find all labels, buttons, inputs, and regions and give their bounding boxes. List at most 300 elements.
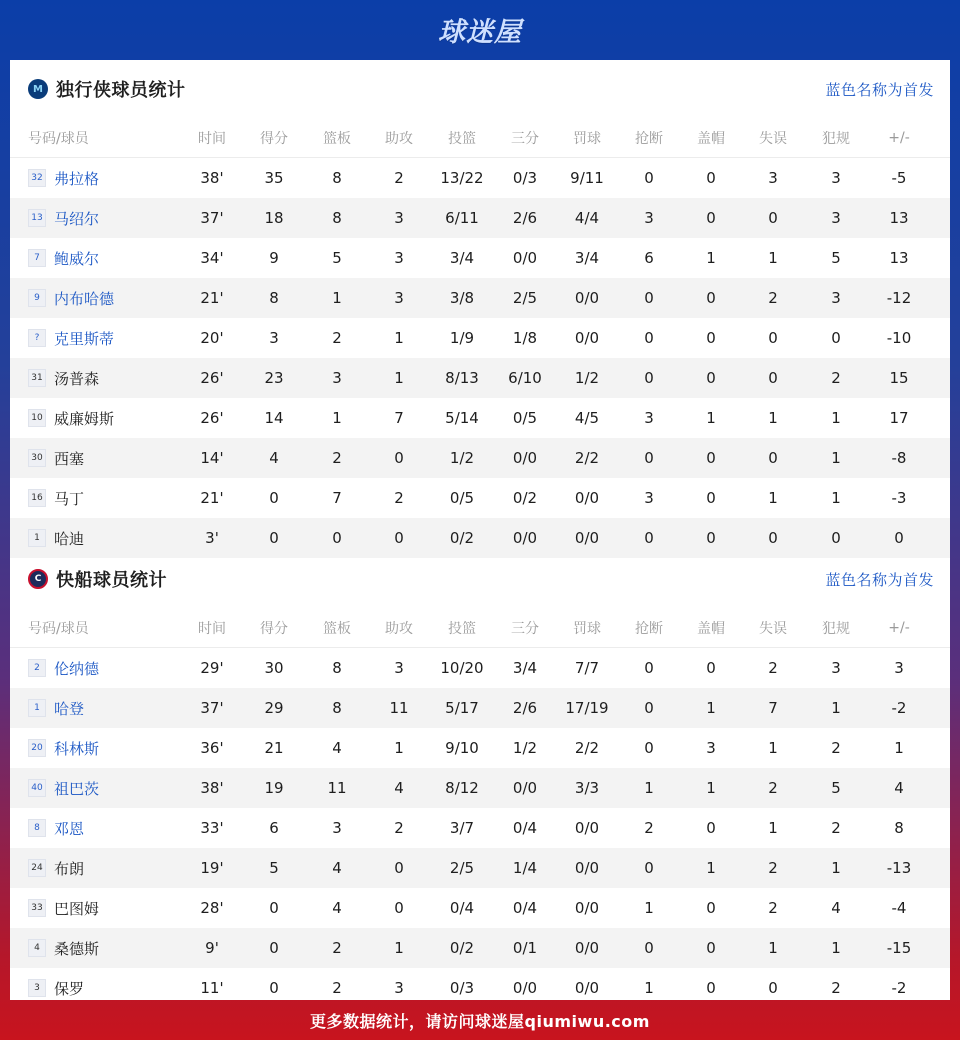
stat-cell: 19: [264, 779, 284, 797]
stat-cell: 2: [768, 779, 778, 797]
stat-cell: 34': [200, 249, 224, 267]
player-name[interactable]: 哈登: [54, 699, 85, 718]
stat-cell: 2: [332, 979, 342, 997]
player-name[interactable]: 桑德斯: [54, 939, 100, 958]
stat-cell: 0/0: [574, 899, 600, 917]
stat-cell: 1: [706, 699, 716, 717]
stat-cell: 1: [706, 249, 716, 267]
table-row[interactable]: [10, 728, 950, 768]
stat-cell: 3': [205, 529, 219, 547]
stat-cell: 4: [332, 739, 342, 757]
stat-cell: 2: [831, 739, 841, 757]
table-row[interactable]: [10, 398, 950, 438]
column-header: 盖帽: [697, 130, 725, 147]
column-header: 三分: [511, 130, 539, 147]
stat-cell: 3: [332, 369, 342, 387]
stat-cell: 0/4: [512, 899, 538, 917]
stat-cell: 1: [644, 979, 654, 997]
player-cell: [10, 978, 182, 999]
stat-cell: 0: [706, 899, 716, 917]
player-cell: [10, 738, 182, 759]
column-header: 罚球: [573, 620, 601, 637]
stat-cell: 1/2: [449, 449, 475, 467]
stat-cell: 3: [831, 289, 841, 307]
stat-cell: 15: [889, 369, 909, 387]
stat-cell: 9': [205, 939, 219, 957]
stat-cell: 1/4: [512, 859, 538, 877]
stat-cell: 0: [768, 979, 778, 997]
player-name[interactable]: 保罗: [54, 979, 85, 998]
player-cell: [10, 288, 182, 309]
stat-cell: 0/0: [574, 979, 600, 997]
team-header: [10, 60, 950, 118]
stat-cell: 8: [269, 289, 279, 307]
table-body: [10, 648, 950, 1008]
stat-cell: 35: [264, 169, 284, 187]
stat-cell: 0/0: [512, 779, 538, 797]
stat-cell: 14: [264, 409, 284, 427]
stat-cell: 0/0: [512, 529, 538, 547]
player-name[interactable]: 哈迪: [54, 529, 85, 548]
stat-cell: 3: [644, 409, 654, 427]
stat-cell: 3: [394, 289, 404, 307]
column-header: 得分: [260, 130, 288, 147]
stat-cell: 3: [831, 169, 841, 187]
player-name[interactable]: 威廉姆斯: [54, 409, 115, 428]
stat-cell: 1: [644, 779, 654, 797]
column-header: 时间: [198, 620, 226, 637]
stat-cell: 0: [706, 289, 716, 307]
stat-cell: 0: [831, 529, 841, 547]
team-title: 快船球员统计: [56, 570, 167, 591]
stat-cell: 21': [200, 289, 224, 307]
stat-cell: 4: [269, 449, 279, 467]
stat-cell: 0: [706, 939, 716, 957]
stat-cell: 3: [394, 209, 404, 227]
table-row[interactable]: [10, 688, 950, 728]
stat-cell: 0/0: [574, 939, 600, 957]
stat-cell: 4: [831, 899, 841, 917]
stat-cell: 0: [644, 859, 654, 877]
stat-cell: 2: [332, 939, 342, 957]
stat-cell: 2/5: [512, 289, 538, 307]
stat-cell: 3/7: [449, 819, 475, 837]
stat-cell: 3/8: [449, 289, 475, 307]
stat-cell: 1: [644, 899, 654, 917]
stat-cell: 3: [894, 659, 904, 677]
clippers-logo-icon: C: [28, 569, 48, 589]
player-cell: [10, 168, 182, 189]
stat-cell: 4: [332, 859, 342, 877]
stat-cell: 1: [768, 249, 778, 267]
stat-cell: 0: [269, 939, 279, 957]
jersey-number: 13: [28, 209, 46, 227]
stat-cell: 0/0: [574, 819, 600, 837]
table-row[interactable]: [10, 198, 950, 238]
column-header: 助攻: [385, 130, 413, 147]
stats-card: [10, 60, 950, 1000]
player-cell: [10, 368, 182, 389]
stat-cell: 3: [831, 209, 841, 227]
stat-cell: 1/8: [512, 329, 538, 347]
stat-cell: 1: [706, 859, 716, 877]
stat-cell: 2: [394, 489, 404, 507]
player-name[interactable]: 布朗: [54, 859, 85, 878]
stat-cell: 1/2: [574, 369, 600, 387]
stat-cell: 1: [394, 939, 404, 957]
table-row[interactable]: [10, 848, 950, 888]
stat-cell: 1: [831, 939, 841, 957]
stat-cell: 20': [200, 329, 224, 347]
stat-cell: 3/4: [574, 249, 600, 267]
stat-cell: 1: [768, 409, 778, 427]
table-row[interactable]: [10, 478, 950, 518]
stat-cell: 0: [706, 979, 716, 997]
stat-cell: 0: [644, 529, 654, 547]
player-cell: [10, 528, 182, 549]
stat-cell: 3: [332, 819, 342, 837]
stat-cell: 5/14: [445, 409, 479, 427]
stat-cell: 0: [706, 819, 716, 837]
stat-cell: 28': [200, 899, 224, 917]
stat-cell: 4: [394, 779, 404, 797]
stat-cell: 7: [332, 489, 342, 507]
stat-cell: 0: [269, 979, 279, 997]
stat-cell: 37': [200, 699, 224, 717]
column-header: 盖帽: [697, 620, 725, 637]
stat-cell: 1: [394, 739, 404, 757]
stat-cell: 0: [332, 529, 342, 547]
stat-cell: 1: [332, 409, 342, 427]
stat-cell: 9: [269, 249, 279, 267]
stat-cell: 2: [394, 819, 404, 837]
team-title: 独行侠球员统计: [56, 80, 186, 101]
stat-cell: 0/3: [512, 169, 538, 187]
player-cell: [10, 408, 182, 429]
player-cell: [10, 208, 182, 229]
stat-cell: 14': [200, 449, 224, 467]
jersey-number: 3: [28, 979, 46, 997]
stat-cell: 0/0: [574, 529, 600, 547]
stat-cell: 8: [332, 659, 342, 677]
stat-cell: 2/6: [512, 699, 538, 717]
stat-cell: 6: [269, 819, 279, 837]
stat-cell: 0/3: [449, 979, 475, 997]
jersey-number: 32: [28, 169, 46, 187]
stat-cell: 1: [706, 409, 716, 427]
stat-cell: 29: [264, 699, 284, 717]
stat-cell: 0/1: [512, 939, 538, 957]
footer-banner[interactable]: [0, 1000, 960, 1040]
stat-cell: 5: [831, 779, 841, 797]
stat-cell: 0: [269, 529, 279, 547]
player-cell: [10, 938, 182, 959]
player-name[interactable]: 马丁: [54, 489, 85, 508]
column-header: 篮板: [323, 130, 351, 147]
player-cell: [10, 328, 182, 349]
stat-cell: 4/4: [574, 209, 600, 227]
stat-cell: 8: [332, 699, 342, 717]
stat-cell: 0: [269, 489, 279, 507]
player-name[interactable]: 伦纳德: [54, 659, 100, 678]
table-row[interactable]: [10, 648, 950, 688]
player-name[interactable]: 科林斯: [54, 739, 100, 758]
stat-cell: 0/0: [512, 249, 538, 267]
stat-cell: 5/17: [445, 699, 479, 717]
stat-cell: 3/4: [449, 249, 475, 267]
stat-cell: 4: [332, 899, 342, 917]
stat-cell: -4: [891, 899, 907, 917]
stat-cell: 0: [768, 449, 778, 467]
stat-cell: 0: [706, 169, 716, 187]
player-cell: [10, 818, 182, 839]
stat-cell: 7: [394, 409, 404, 427]
stat-cell: 6/10: [508, 369, 542, 387]
player-name[interactable]: 祖巴茨: [54, 779, 100, 798]
mavericks-logo-icon: M: [28, 79, 48, 99]
stat-cell: 21: [264, 739, 284, 757]
stat-cell: 0: [768, 529, 778, 547]
player-name[interactable]: 马绍尔: [54, 209, 100, 228]
starter-note: 蓝色名称为首发: [825, 570, 934, 589]
jersey-number: 10: [28, 409, 46, 427]
team-section: [10, 550, 950, 1008]
stat-cell: 6/11: [445, 209, 479, 227]
table-header: [10, 118, 950, 158]
stat-cell: 8: [332, 169, 342, 187]
stat-cell: 17: [889, 409, 909, 427]
stat-cell: 17/19: [565, 699, 609, 717]
stat-cell: 0: [644, 659, 654, 677]
stat-cell: 1: [768, 939, 778, 957]
table-row[interactable]: [10, 278, 950, 318]
stat-cell: 30: [264, 659, 284, 677]
stat-cell: 0/5: [449, 489, 475, 507]
stat-cell: 36': [200, 739, 224, 757]
column-header: 投篮: [448, 130, 476, 147]
jersey-number: 1: [28, 529, 46, 547]
column-header: 抢断: [635, 130, 663, 147]
stat-cell: 1: [831, 489, 841, 507]
stat-cell: 1/2: [512, 739, 538, 757]
column-header: 罚球: [573, 130, 601, 147]
table-header: [10, 608, 950, 648]
stat-cell: 2/6: [512, 209, 538, 227]
stat-cell: 5: [332, 249, 342, 267]
stat-cell: 10/20: [440, 659, 484, 677]
stat-cell: -2: [891, 699, 907, 717]
stat-cell: 0: [706, 659, 716, 677]
stat-cell: 3: [394, 249, 404, 267]
stat-cell: 0/0: [512, 449, 538, 467]
stat-cell: 1: [831, 859, 841, 877]
stat-cell: 11: [327, 779, 347, 797]
jersey-number: 8: [28, 819, 46, 837]
column-header: 三分: [511, 620, 539, 637]
table-row[interactable]: [10, 768, 950, 808]
stat-cell: 3: [644, 209, 654, 227]
table-row[interactable]: [10, 238, 950, 278]
stat-cell: 2/5: [449, 859, 475, 877]
column-header: 助攻: [385, 620, 413, 637]
stat-cell: 1: [831, 699, 841, 717]
player-name[interactable]: 邓恩: [54, 819, 85, 838]
column-header: 时间: [198, 130, 226, 147]
stat-cell: 0/5: [512, 409, 538, 427]
column-header: 投篮: [448, 620, 476, 637]
stat-cell: -13: [886, 859, 912, 877]
team-header: [10, 550, 950, 608]
stat-cell: 1: [394, 369, 404, 387]
jersey-number: 2: [28, 659, 46, 677]
column-header: 抢断: [635, 620, 663, 637]
player-name[interactable]: 巴图姆: [54, 899, 100, 918]
stat-cell: 0/2: [512, 489, 538, 507]
column-header: 号码/球员: [28, 620, 89, 637]
jersey-number: ?: [28, 329, 46, 347]
stat-cell: 2: [831, 369, 841, 387]
jersey-number: 40: [28, 779, 46, 797]
stat-cell: 2/2: [574, 739, 600, 757]
stat-cell: 0/0: [512, 979, 538, 997]
jersey-number: 16: [28, 489, 46, 507]
stat-cell: 5: [831, 249, 841, 267]
table-row[interactable]: [10, 158, 950, 198]
table-row[interactable]: [10, 318, 950, 358]
stat-cell: 29': [200, 659, 224, 677]
stat-cell: 13/22: [440, 169, 484, 187]
starter-note: 蓝色名称为首发: [825, 80, 934, 99]
jersey-number: 4: [28, 939, 46, 957]
table-row[interactable]: [10, 928, 950, 968]
stat-cell: 4: [894, 779, 904, 797]
player-name[interactable]: 鲍威尔: [54, 249, 100, 268]
stat-cell: 9/10: [445, 739, 479, 757]
jersey-number: 24: [28, 859, 46, 877]
player-cell: [10, 858, 182, 879]
stat-cell: 2: [831, 819, 841, 837]
stat-cell: 3/3: [574, 779, 600, 797]
player-cell: [10, 658, 182, 679]
stat-cell: 2: [768, 859, 778, 877]
stat-cell: 2: [768, 289, 778, 307]
stat-cell: 0/4: [512, 819, 538, 837]
column-header: +/-: [888, 619, 910, 636]
stat-cell: 0: [644, 369, 654, 387]
team-section: [10, 60, 950, 558]
stat-cell: 1: [768, 819, 778, 837]
table-row[interactable]: [10, 438, 950, 478]
stat-cell: 0: [768, 369, 778, 387]
player-name[interactable]: 西塞: [54, 449, 85, 468]
stat-cell: 7: [768, 699, 778, 717]
stat-cell: 0: [894, 529, 904, 547]
player-cell: [10, 898, 182, 919]
column-header: 得分: [260, 620, 288, 637]
table-row[interactable]: [10, 808, 950, 848]
stat-cell: 1: [768, 489, 778, 507]
stat-cell: -3: [891, 489, 907, 507]
jersey-number: 30: [28, 449, 46, 467]
stat-cell: 0: [706, 369, 716, 387]
player-cell: [10, 248, 182, 269]
stat-cell: 0: [706, 449, 716, 467]
player-name[interactable]: 汤普森: [54, 369, 100, 388]
player-name[interactable]: 克里斯蒂: [54, 329, 115, 348]
player-cell: [10, 488, 182, 509]
player-cell: [10, 448, 182, 469]
player-name[interactable]: 内布哈德: [54, 289, 115, 308]
stat-cell: 3: [831, 659, 841, 677]
stat-cell: 1: [706, 779, 716, 797]
stat-cell: 0: [644, 169, 654, 187]
stat-cell: -10: [886, 329, 912, 347]
jersey-number: 9: [28, 289, 46, 307]
table-row[interactable]: [10, 888, 950, 928]
stat-cell: 2: [394, 169, 404, 187]
stat-cell: 0: [831, 329, 841, 347]
stat-cell: 0: [644, 289, 654, 307]
qiumiwu-logo: 球迷屋: [438, 16, 522, 48]
stat-cell: 23: [264, 369, 284, 387]
stat-cell: 2: [332, 329, 342, 347]
table-row[interactable]: [10, 358, 950, 398]
stat-cell: 0: [644, 449, 654, 467]
stat-cell: 1/9: [449, 329, 475, 347]
player-name[interactable]: 弗拉格: [54, 169, 100, 188]
jersey-number: 1: [28, 699, 46, 717]
stat-cell: 8: [894, 819, 904, 837]
table-body: [10, 158, 950, 558]
stat-cell: 3: [706, 739, 716, 757]
stat-cell: 2/2: [574, 449, 600, 467]
stat-cell: 0: [706, 329, 716, 347]
stat-cell: 2: [332, 449, 342, 467]
stat-cell: 21': [200, 489, 224, 507]
column-header: 失误: [759, 130, 787, 147]
footer-link-text[interactable]: 更多数据统计，请访问球迷屋qiumiwu.com: [310, 1011, 650, 1031]
column-header: 号码/球员: [28, 130, 89, 147]
stat-cell: 9/11: [570, 169, 604, 187]
stat-cell: 0/4: [449, 899, 475, 917]
stat-cell: 0: [768, 329, 778, 347]
stat-cell: 0: [644, 939, 654, 957]
stat-cell: 0: [394, 899, 404, 917]
stat-cell: 1: [831, 409, 841, 427]
stat-cell: 0/0: [574, 289, 600, 307]
stat-cell: 8/12: [445, 779, 479, 797]
stat-cell: 0/0: [574, 329, 600, 347]
column-header: +/-: [888, 129, 910, 146]
stat-cell: 4/5: [574, 409, 600, 427]
stat-cell: 0: [269, 899, 279, 917]
stat-cell: 0: [706, 529, 716, 547]
stat-cell: 0: [394, 449, 404, 467]
stat-cell: 0: [768, 209, 778, 227]
column-header: 犯规: [822, 620, 850, 637]
player-cell: [10, 778, 182, 799]
brand-header: [0, 0, 960, 58]
stat-cell: 0: [644, 739, 654, 757]
stat-cell: 1: [768, 739, 778, 757]
stat-cell: 3: [768, 169, 778, 187]
jersey-number: 33: [28, 899, 46, 917]
stat-cell: 33': [200, 819, 224, 837]
jersey-number: 20: [28, 739, 46, 757]
stat-cell: 19': [200, 859, 224, 877]
stat-cell: 1: [394, 329, 404, 347]
column-header: 犯规: [822, 130, 850, 147]
